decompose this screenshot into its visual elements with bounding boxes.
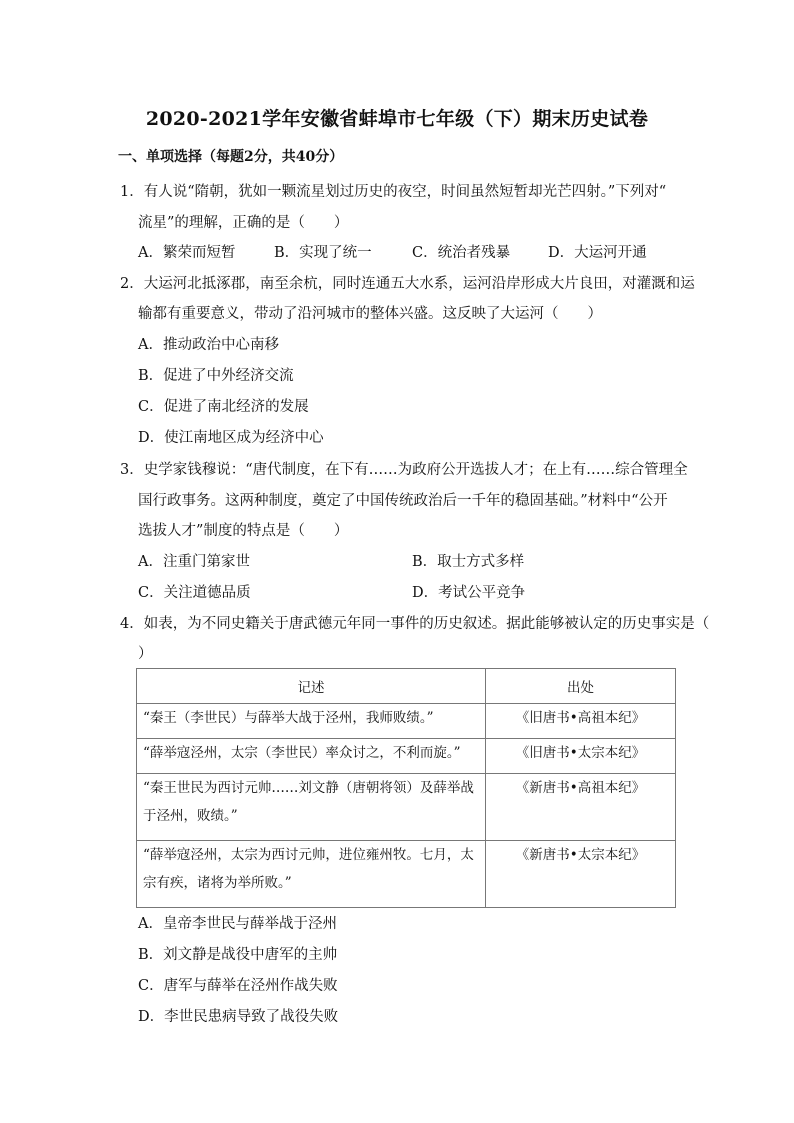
source-table (136, 668, 676, 908)
question-3-option-b[interactable]: B．取士方式多样 (412, 554, 525, 570)
question-3-stem-line-1: 3．史学家钱穆说：“唐代制度，在下有……为政府公开选拔人才；在上有……综合管理全 (120, 462, 688, 478)
table-cell-record (137, 739, 486, 774)
question-2-option-c[interactable]: C．促进了南北经济的发展 (138, 399, 309, 415)
question-2-option-b[interactable]: B．促进了中外经济交流 (138, 368, 294, 384)
question-1-option-a[interactable]: A．繁荣而短暂 (138, 245, 236, 261)
page-title: 2020-2021学年安徽省蚌埠市七年级（下）期末历史试卷 (145, 108, 649, 130)
question-1-option-d[interactable]: D．大运河开通 (548, 245, 647, 261)
question-1-option-c[interactable]: C．统治者残暴 (412, 245, 511, 261)
table-cell-record (137, 774, 486, 841)
question-3-stem-line-3: 选拔人才”制度的特点是（ ） (138, 523, 349, 539)
table-row (137, 739, 676, 774)
section-heading: 一、单项选择（每题2分，共40分） (118, 149, 344, 165)
record-line-1: “薛举寇泾州，太宗为西讨元帅，进位雍州牧。七月，太 (143, 847, 474, 863)
table-header-record: 记述 (137, 669, 486, 704)
question-4-option-b[interactable]: B．刘文静是战役中唐军的主帅 (138, 947, 338, 963)
record-line-1: “秦王（李世民）与薛举大战于泾州，我师败绩。” (143, 710, 434, 726)
table-row (137, 841, 676, 908)
question-2-stem-line-1: 2．大运河北抵涿郡，南至余杭，同时连通五大水系，运河沿岸形成大片良田，对灌溉和运 (120, 276, 695, 292)
question-3-option-c[interactable]: C．关注道德品质 (138, 585, 251, 601)
question-4-option-a[interactable]: A．皇帝李世民与薛举战于泾州 (138, 916, 337, 932)
table-cell-record (137, 841, 486, 908)
record-line-2: 宗有疾，诸将为举所败。” (143, 875, 292, 891)
table-row (137, 704, 676, 739)
question-3-option-d[interactable]: D．考试公平竞争 (412, 585, 526, 601)
table-cell-source: 《旧唐书•高祖本纪》 (486, 704, 676, 739)
table-cell-record (137, 704, 486, 739)
table-cell-source: 《新唐书•太宗本纪》 (486, 841, 676, 908)
question-2-option-a[interactable]: A．推动政治中心南移 (138, 337, 279, 353)
table-header-row (137, 669, 676, 704)
question-1-option-b[interactable]: B．实现了统一 (274, 245, 372, 261)
record-line-2: 于泾州，败绩。” (143, 808, 238, 824)
question-3-option-a[interactable]: A．注重门第家世 (138, 554, 250, 570)
question-4-stem-line-1: 4．如表，为不同史籍关于唐武德元年同一事件的历史叙述。据此能够被认定的历史事实是（ (120, 616, 710, 632)
table-row (137, 774, 676, 841)
record-line-1: “秦王世民为西讨元帅……刘文静（唐朝将领）及薛举战 (143, 780, 474, 796)
question-2-option-d[interactable]: D．使江南地区成为经济中心 (138, 430, 324, 446)
record-line-1: “薛举寇泾州，太宗（李世民）率众讨之，不利而旋。” (143, 745, 461, 761)
question-3-stem-line-2: 国行政事务。这两种制度，奠定了中国传统政治后一千年的稳固基础。”材料中“公开 (138, 493, 668, 509)
question-1-stem-line-1: 1．有人说“隋朝，犹如一颗流星划过历史的夜空，时间虽然短暂却光芒四射。”下列对“ (120, 184, 667, 200)
question-4-option-d[interactable]: D．李世民患病导致了战役失败 (138, 1009, 339, 1025)
question-2-stem-line-2: 输都有重要意义，带动了沿河城市的整体兴盛。这反映了大运河（ ） (138, 306, 602, 322)
question-4-stem-line-2: ） (138, 646, 153, 662)
question-4-option-c[interactable]: C．唐军与薛举在泾州作战失败 (138, 978, 338, 994)
table-header-source: 出处 (486, 669, 676, 704)
table-cell-source: 《旧唐书•太宗本纪》 (486, 739, 676, 774)
question-1-stem-line-2: 流星”的理解，正确的是（ ） (138, 215, 349, 231)
table-cell-source: 《新唐书•高祖本纪》 (486, 774, 676, 841)
